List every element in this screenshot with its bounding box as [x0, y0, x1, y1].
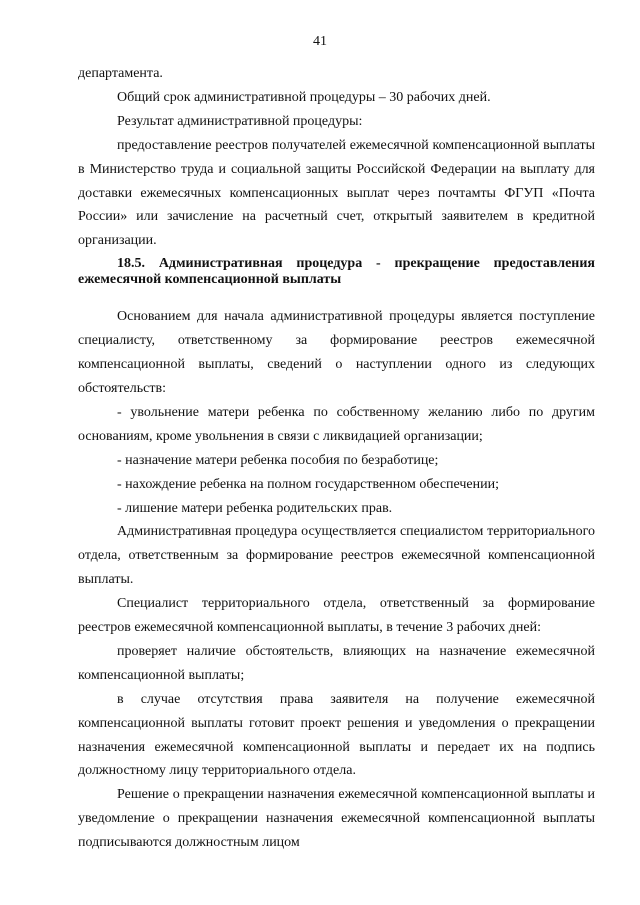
paragraph: Решение о прекращении назначения ежемесячной компенсационной выплаты и уведомление о прекращении назначения ежемесячной компенсационной выплаты подписываются должностным лицом [78, 787, 595, 851]
paragraph: Общий срок административной процедуры – 30 рабочих дней. [117, 89, 491, 105]
list-item: - лишение матери ребенка родительских прав. [117, 500, 393, 516]
section-heading: 18.5. Административная процедура - прекращение предоставления ежемесячной компенсационной выплаты [78, 256, 595, 288]
paragraph: предоставление реестров получателей ежемесячной компенсационной выплаты в Министерство труда и социальной защиты Российской Федерации на выплату для доставки ежемесячных компенсационных выплат через почтамты ФГУП «Почта России» или зачисление на расчетный счет, открытый заявителем в кредитной организации. [78, 137, 595, 249]
paragraph: Основанием для начала административной процедуры является поступление специалисту, ответственному за формирование реестров ежемесячной компенсационной выплаты, сведений о наступлении одного из следующих обстоятельств: [78, 309, 595, 396]
list-item: - нахождение ребенка на полном государственном обеспечении; [117, 476, 500, 492]
list-item: - увольнение матери ребенка по собственному желанию либо по другим основаниям, кроме увольнения в связи с ликвидацией организации; [78, 404, 595, 444]
page-number: 41 [313, 34, 327, 49]
paragraph: Специалист территориального отдела, ответственный за формирование реестров ежемесячной компенсационной выплаты, в течение 3 рабочих дней: [78, 596, 595, 636]
document-body [78, 62, 595, 855]
paragraph: Административная процедура осуществляется специалистом территориального отдела, ответственным за формирование реестров ежемесячной компенсационной выплаты. [78, 524, 595, 588]
list-item: - назначение матери ребенка пособия по безработице; [117, 452, 439, 468]
paragraph: проверяет наличие обстоятельств, влияющих на назначение ежемесячной компенсационной выплаты; [78, 643, 595, 683]
paragraph: в случае отсутствия права заявителя на получение ежемесячной компенсационной выплаты готовит проект решения и уведомления о прекращении назначения ежемесячной компенсационной выплаты и передает их на подпись должностному лицу территориального отдела. [78, 691, 595, 779]
paragraph: департамента. [78, 66, 163, 81]
paragraph: Результат административной процедуры: [117, 113, 363, 129]
